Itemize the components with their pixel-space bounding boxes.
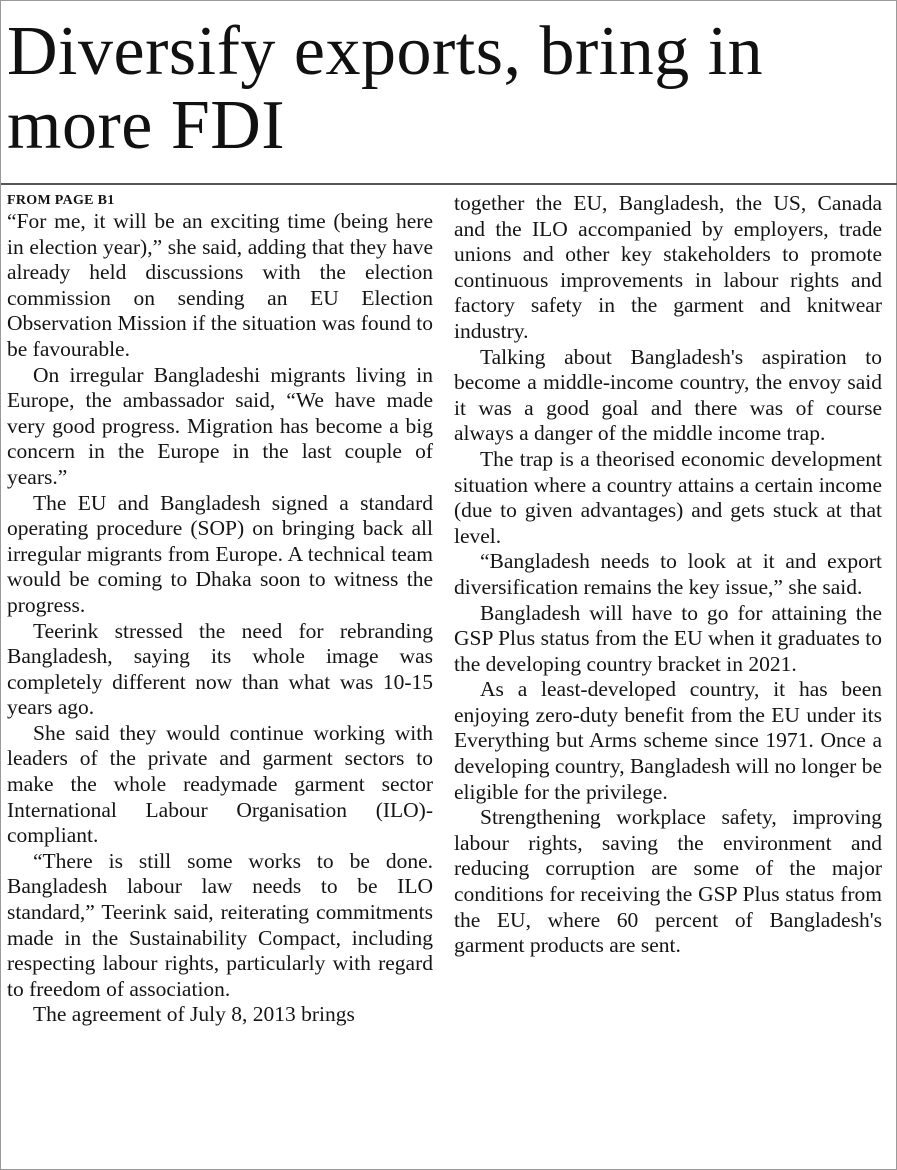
headline: Diversify exports, bring in more FDI	[7, 13, 764, 164]
paragraph: On irregular Bangladeshi migrants living in Europe, the ambassador said, “We have made very good progress. Migration has become a big concern in the Europe in the last couple of years.”	[7, 362, 433, 489]
paragraph: The EU and Bangladesh signed a standard operating procedure (SOP) on bringing back all irregular migrants from Europe. A technical team would be coming to Dhaka soon to witness the progress.	[7, 490, 433, 617]
paragraph: The agreement of July 8, 2013 brings	[33, 1002, 355, 1027]
paragraph: “There is still some works to be done. Bangladesh labour law needs to be ILO standard,” Teerink said, reiterating commitments made in the Sustainability Compact, including respecting labour rights, particularly with regard to freedom of association.	[7, 848, 433, 1001]
headline-rule	[1, 183, 897, 185]
paragraph: “Bangladesh needs to look at it and export diversification remains the key issue,” she said.	[454, 549, 882, 599]
right-column	[454, 191, 882, 959]
paragraph: Talking about Bangladesh's aspiration to become a middle-income country, the envoy said it was a good goal and there was of course always a danger of the middle income trap.	[454, 344, 882, 446]
paragraph: together the EU, Bangladesh, the US, Canada and the ILO accompanied by employers, trade unions and other key stakeholders to promote continuous improvements in labour rights and factory safety in the garment and knitwear industry.	[454, 191, 882, 343]
paragraph: As a least-developed country, it has been enjoying zero-duty benefit from the EU under its Everything but Arms scheme since 1971. Once a developing country, Bangladesh will no longer be eligible for the privilege.	[454, 677, 882, 804]
paragraph: “For me, it will be an exciting time (being here in election year),” she said, adding that they have already held discussions with the election commission on sending an EU Election Observation Mission if the situation was found to be favourable.	[7, 209, 433, 361]
paragraph: The trap is a theorised economic development situation where a country attains a certain income (due to given advantages) and gets stuck at that level.	[454, 446, 882, 548]
left-column	[7, 191, 433, 1028]
paragraph: Teerink stressed the need for rebranding Bangladesh, saying its whole image was completely different now than what was 10-15 years ago.	[7, 618, 433, 720]
paragraph: Strengthening workplace safety, improving labour rights, saving the environment and reducing corruption are some of the major conditions for receiving the GSP Plus status from the EU, where 60 percent of Bangladesh's garment products are sent.	[454, 805, 882, 958]
paragraph: Bangladesh will have to go for attaining the GSP Plus status from the EU when it graduates to the developing country bracket in 2021.	[454, 600, 882, 676]
paragraph: She said they would continue working with leaders of the private and garment sectors to make the whole readymade garment sector International Labour Organisation (ILO)-compliant.	[7, 720, 433, 848]
kicker: FROM PAGE B1	[7, 193, 115, 208]
